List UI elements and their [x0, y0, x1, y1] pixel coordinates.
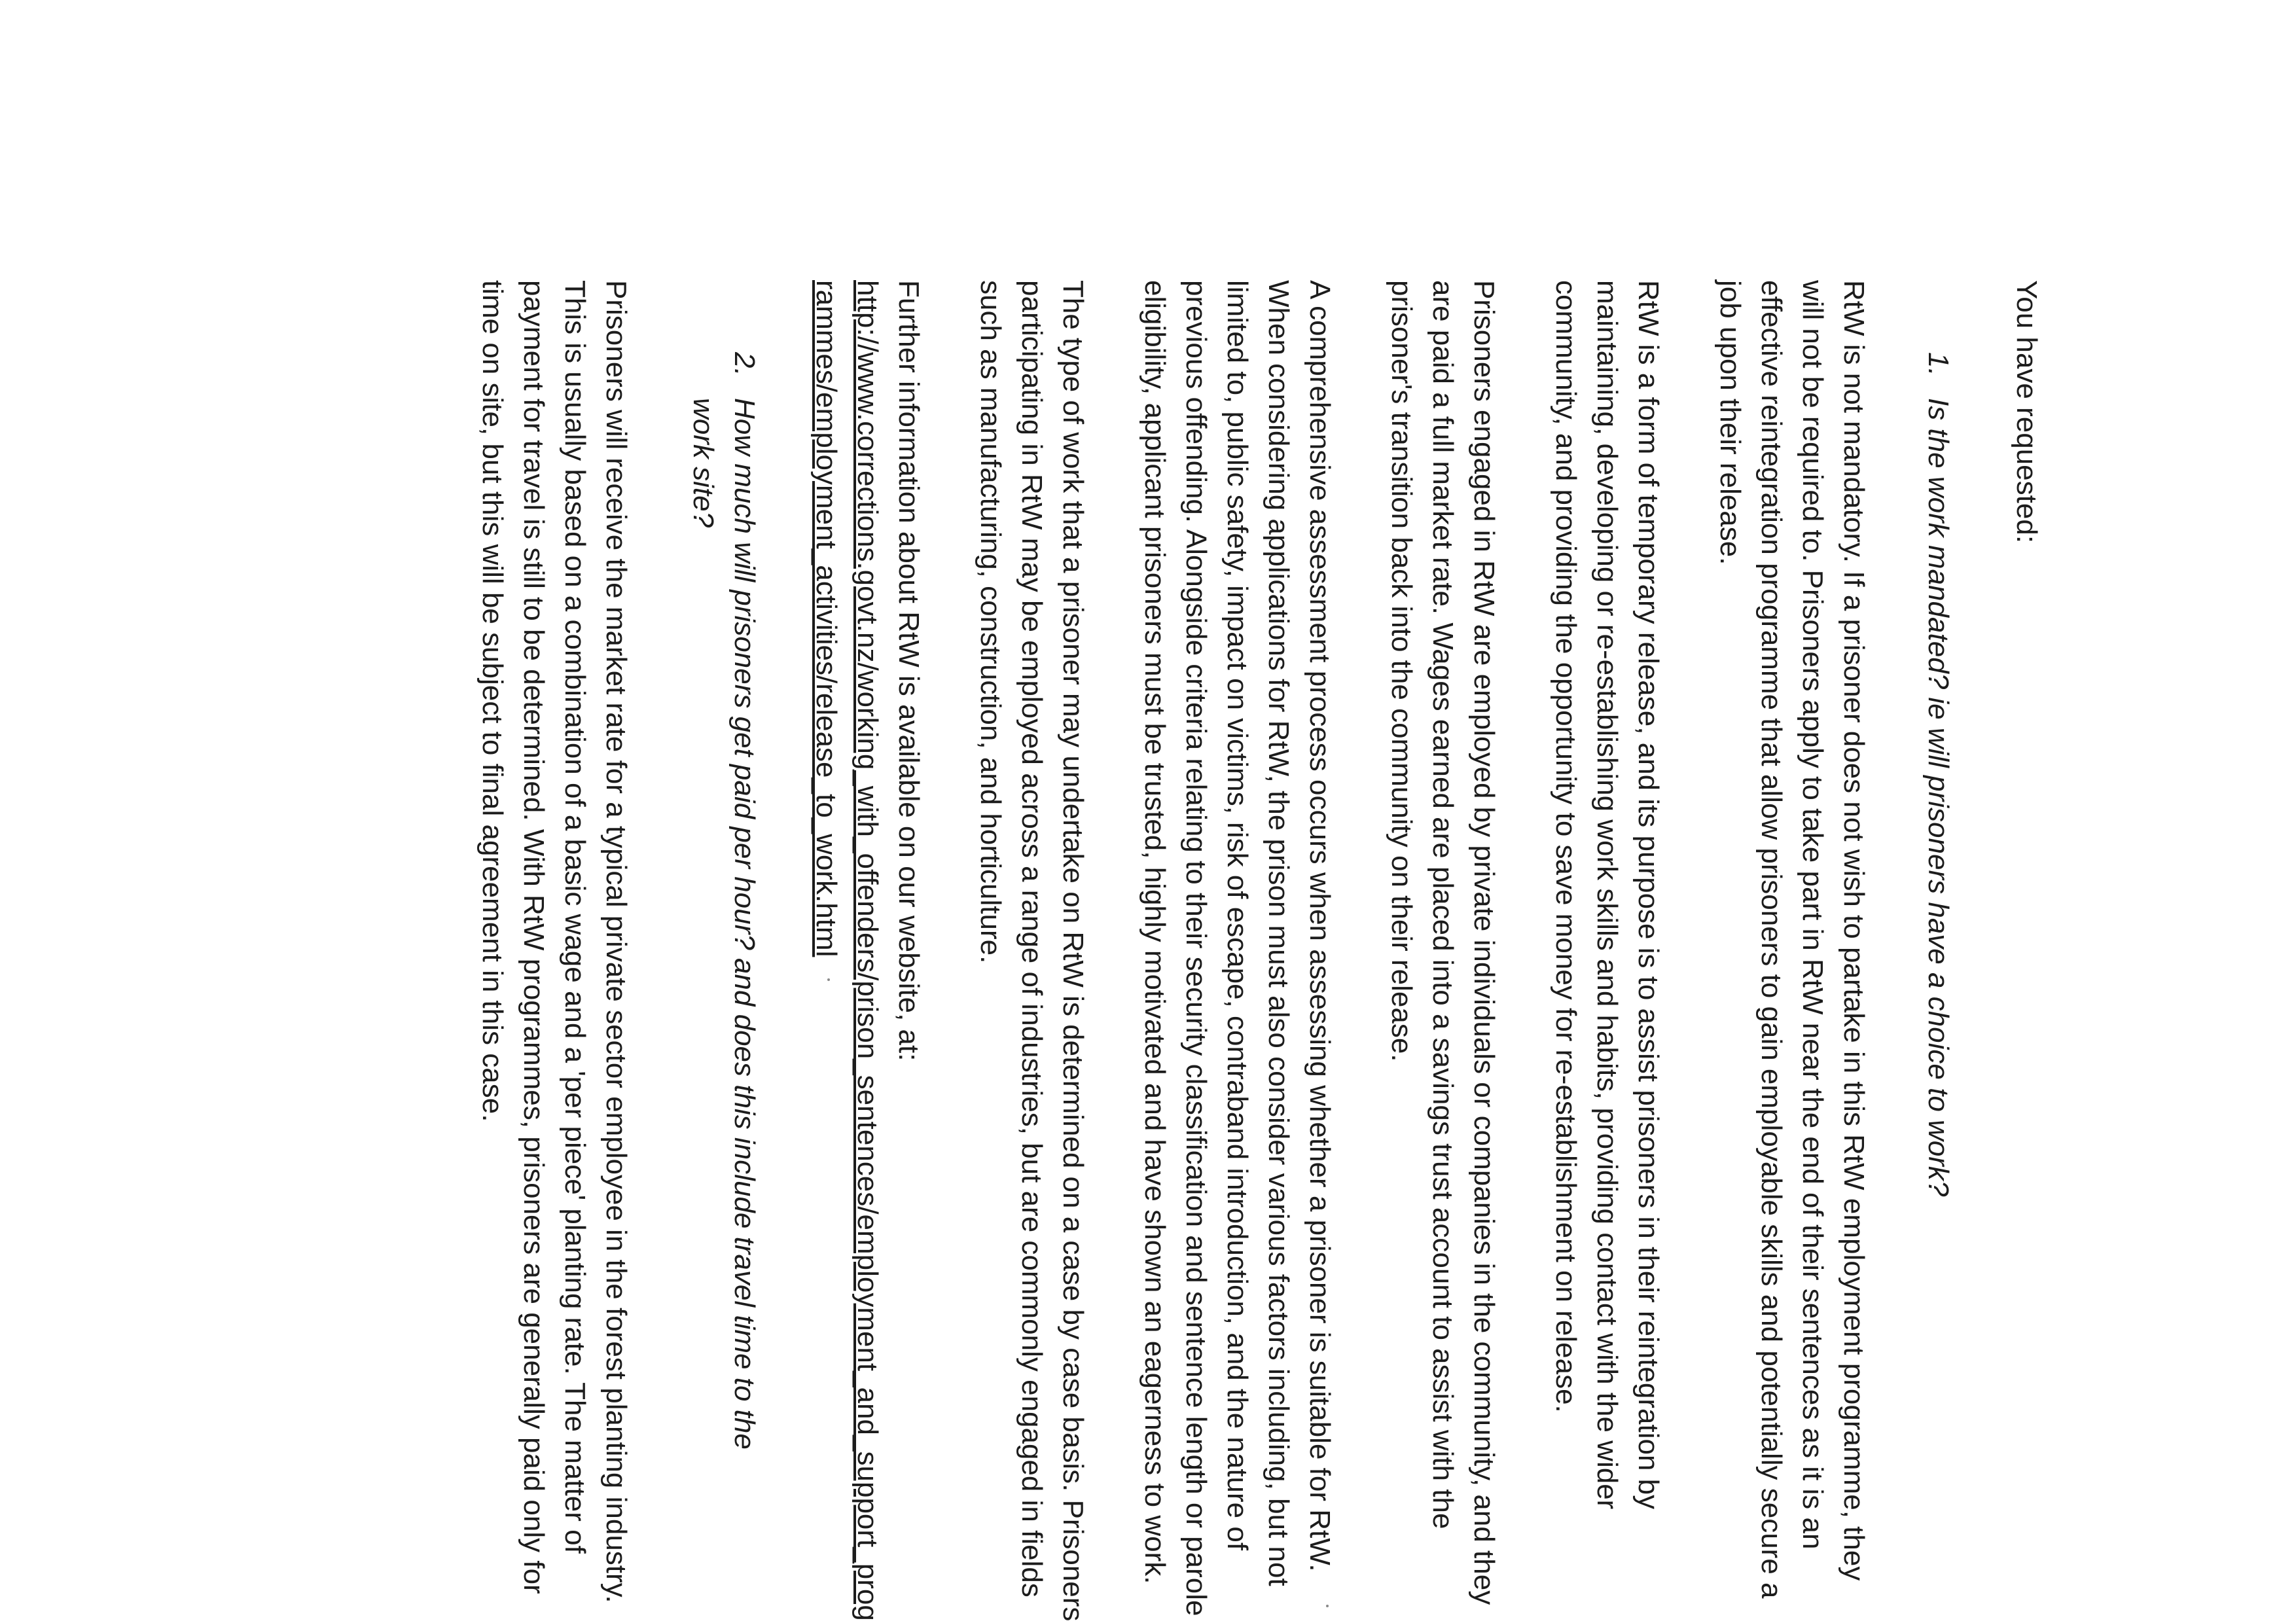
paragraph-employment: Prisoners engaged in RtW are employed by private individuals or companies in the community, and they are paid a full market rate. Wages earned are placed into a savings trust account to assist with the prisoner's transition back into the community on their release. — [1386, 280, 1500, 1605]
website-link[interactable]: http://www.corrections.govt.nz/working_with_offenders/prison_sentences/employment_and_support_programmes/employment_activities/release_to_work.html — [810, 280, 884, 1621]
letter-body — [431, 280, 2047, 1622]
question-number: 2. — [728, 352, 761, 376]
paragraph-further-info — [806, 280, 929, 1622]
paragraph-pay: Prisoners will receive the market rate for a typical private sector employee in the forest planting industry. This is usually based on a combination of a basic wage and a 'per piece' planting rate. The matter of payment for travel is still to be determined. With RtW programmes, prisoners are generally paid only for time on site, but this will be subject to final agreement in this case. — [476, 280, 632, 1603]
question-number: 1. — [1922, 352, 1954, 376]
paragraph-assessment: A comprehensive assessment process occurs when assessing whether a prisoner is suitable for RtW. When considering applications for RtW, the prison must also consider various factors including, but not limited to, public safety, impact on victims, risk of escape, contraband introduction, and the nature of previous offending. Alongside criteria relating to their security classification and sentence length or parole eligibility, applicant prisoners must be trusted, highly motivated and have shown an eagerness to work. — [1139, 280, 1336, 1616]
paragraph-temporary-release: RtW is a form of temporary release, and its purpose is to assist prisoners in their reintegration by maintaining, developing or re-establishing work skills and habits, providing contact with the wider community, and providing the opportunity to save money for re-establishment on release. — [1550, 280, 1664, 1510]
question-text: How much will prisoners get paid per hour? and does this include travel time to the work site? — [687, 398, 761, 1450]
question-2 — [683, 280, 765, 1622]
paragraph-type-of-work: The type of work that a prisoner may undertake on RtW is determined on a case by case basis. Prisoners participating in RtW may be employed across a range of industries, but are commonly engaged in fields such as manufacturing, construction, and horticulture. — [975, 280, 1089, 1622]
question-text: Is the work mandated? ie will prisoners have a choice to work? — [1922, 398, 1954, 1197]
intro-line: You have requested: — [2011, 280, 2043, 544]
question-1 — [1918, 280, 1959, 1622]
paragraph-not-mandatory: RtW is not mandatory. If a prisoner does not wish to partake in this RtW employment programme, they will not be required to. Prisoners apply to take part in RtW near the end of their sentences as it is an effective reintegration programme that allow prisoners to gain employable skills and potentially secure a job upon their release. — [1714, 280, 1870, 1599]
further-info-text: Further information about RtW is available on our website, at: — [893, 280, 925, 1061]
